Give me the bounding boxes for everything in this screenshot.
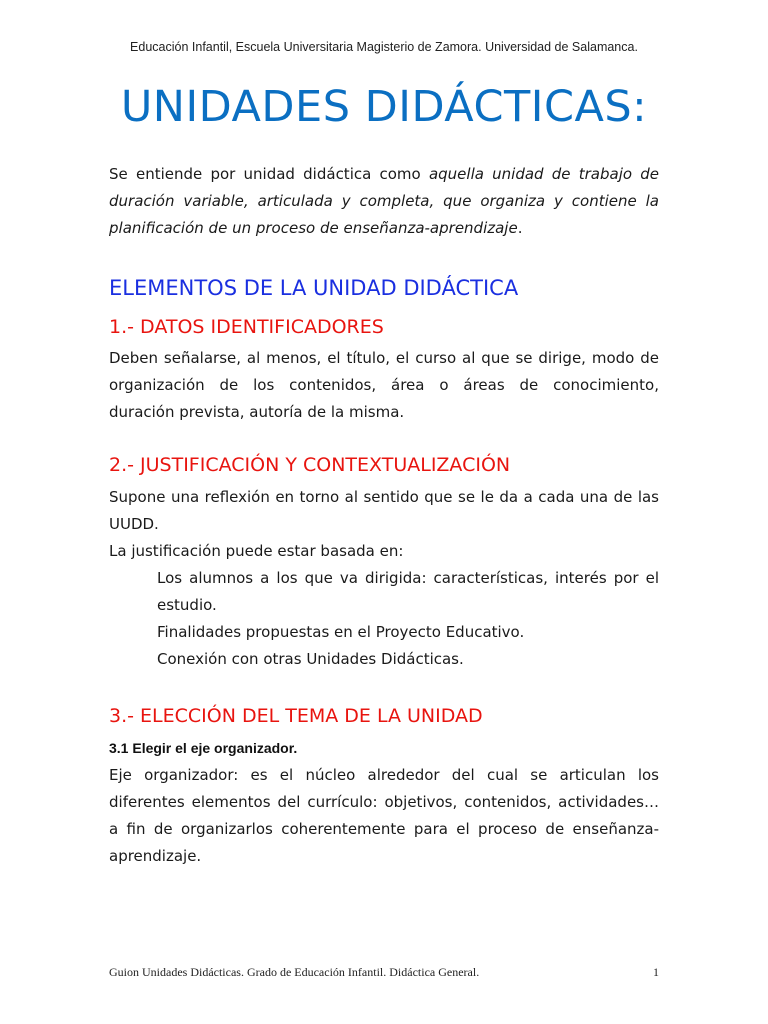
page-header: Educación Infantil, Escuela Universitaria Magisterio de Zamora. Universidad de Salamanca. [130,40,638,54]
section-heading: ELEMENTOS DE LA UNIDAD DIDÁCTICA [109,276,519,300]
section-1-paragraph [109,345,659,426]
section-1-heading: 1.- DATOS IDENTIFICADORES [109,316,384,338]
section-1-line: Deben señalarse, al menos, el título, el curso al que se dirige, modo de [109,349,659,367]
intro-line-2: duración variable, articulada y completa, que organiza y contiene la [109,192,659,210]
intro-definition: aquella unidad de trabajo de [428,165,660,183]
intro-text: Se entiende por unidad didáctica como [109,165,429,183]
section-3-line: aprendizaje. [109,847,202,865]
justification-list [109,565,659,673]
intro-paragraph [109,161,659,242]
list-item: estudio. [157,596,217,614]
section-2-line: Supone una reflexión en torno al sentido que se le da a cada una de las [109,488,659,506]
page-title: UNIDADES DIDÁCTICAS: [120,82,648,132]
section-3-line: diferentes elementos del currículo: objetivos, contenidos, actividades… [109,793,659,811]
section-3-subheading: 3.1 Elegir el eje organizador. [109,740,298,756]
section-1-line: duración prevista, autoría de la misma. [109,403,405,421]
section-3-line: Eje organizador: es el núcleo alrededor del cual se articulan los [109,766,659,784]
list-item: Conexión con otras Unidades Didácticas. [157,650,464,668]
section-3-heading: 3.- ELECCIÓN DEL TEMA DE LA UNIDAD [109,705,483,727]
section-3-line: a fin de organizarlos coherentemente para el proceso de enseñanza- [109,820,659,838]
intro-definition-end: planificación de un proceso de enseñanza-aprendizaje [109,219,518,237]
page-number: 1 [653,965,659,979]
section-2-line: UUDD. [109,515,159,533]
page-footer [109,965,659,980]
intro-line-3 [109,215,659,242]
footer-text: Guion Unidades Didácticas. Grado de Educación Infantil. Didáctica General. [109,965,480,979]
section-3-paragraph [109,762,659,870]
intro-period: . [517,219,523,237]
section-2-heading: 2.- JUSTIFICACIÓN Y CONTEXTUALIZACIÓN [109,454,511,476]
section-1-line: organización de los contenidos, área o áreas de conocimiento, [109,376,659,394]
list-item: Los alumnos a los que va dirigida: características, interés por el [157,569,659,587]
section-2-paragraph [109,484,659,673]
intro-line-1 [109,161,659,188]
list-item: Finalidades propuestas en el Proyecto Educativo. [157,623,525,641]
section-2-line: La justificación puede estar basada en: [109,542,404,560]
